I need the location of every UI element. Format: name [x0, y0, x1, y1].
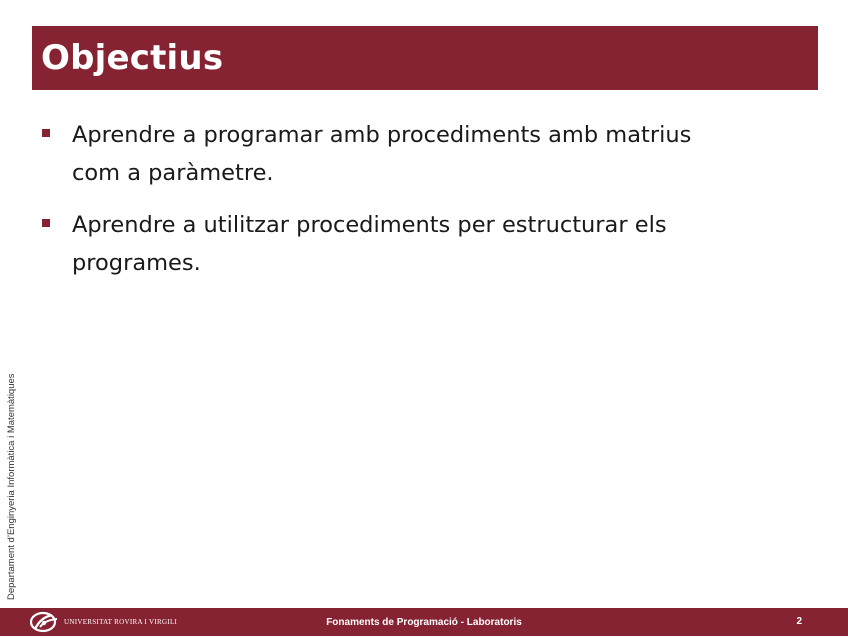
square-bullet-icon [42, 129, 50, 137]
slide-title: Objectius [41, 38, 224, 78]
bullet-text: Aprendre a programar amb procediments amb matrius com a paràmetre. [72, 122, 692, 186]
department-label: Departament d’Enginyeria Informàtica i Matemàtiques [6, 373, 17, 600]
bullet-item [40, 206, 720, 282]
title-bar [32, 26, 818, 90]
page-number: 2 [796, 616, 802, 627]
square-bullet-icon [42, 219, 50, 227]
university-name: UNIVERSITAT ROVIRA I VIRGILI [64, 618, 178, 626]
bullet-item [40, 116, 720, 192]
course-title: Fonaments de Programació - Laboratoris [326, 617, 522, 628]
bullet-text: Aprendre a utilitzar procediments per estructurar els programes. [72, 212, 667, 276]
footer-bar [0, 608, 848, 636]
bullet-list [40, 116, 720, 296]
